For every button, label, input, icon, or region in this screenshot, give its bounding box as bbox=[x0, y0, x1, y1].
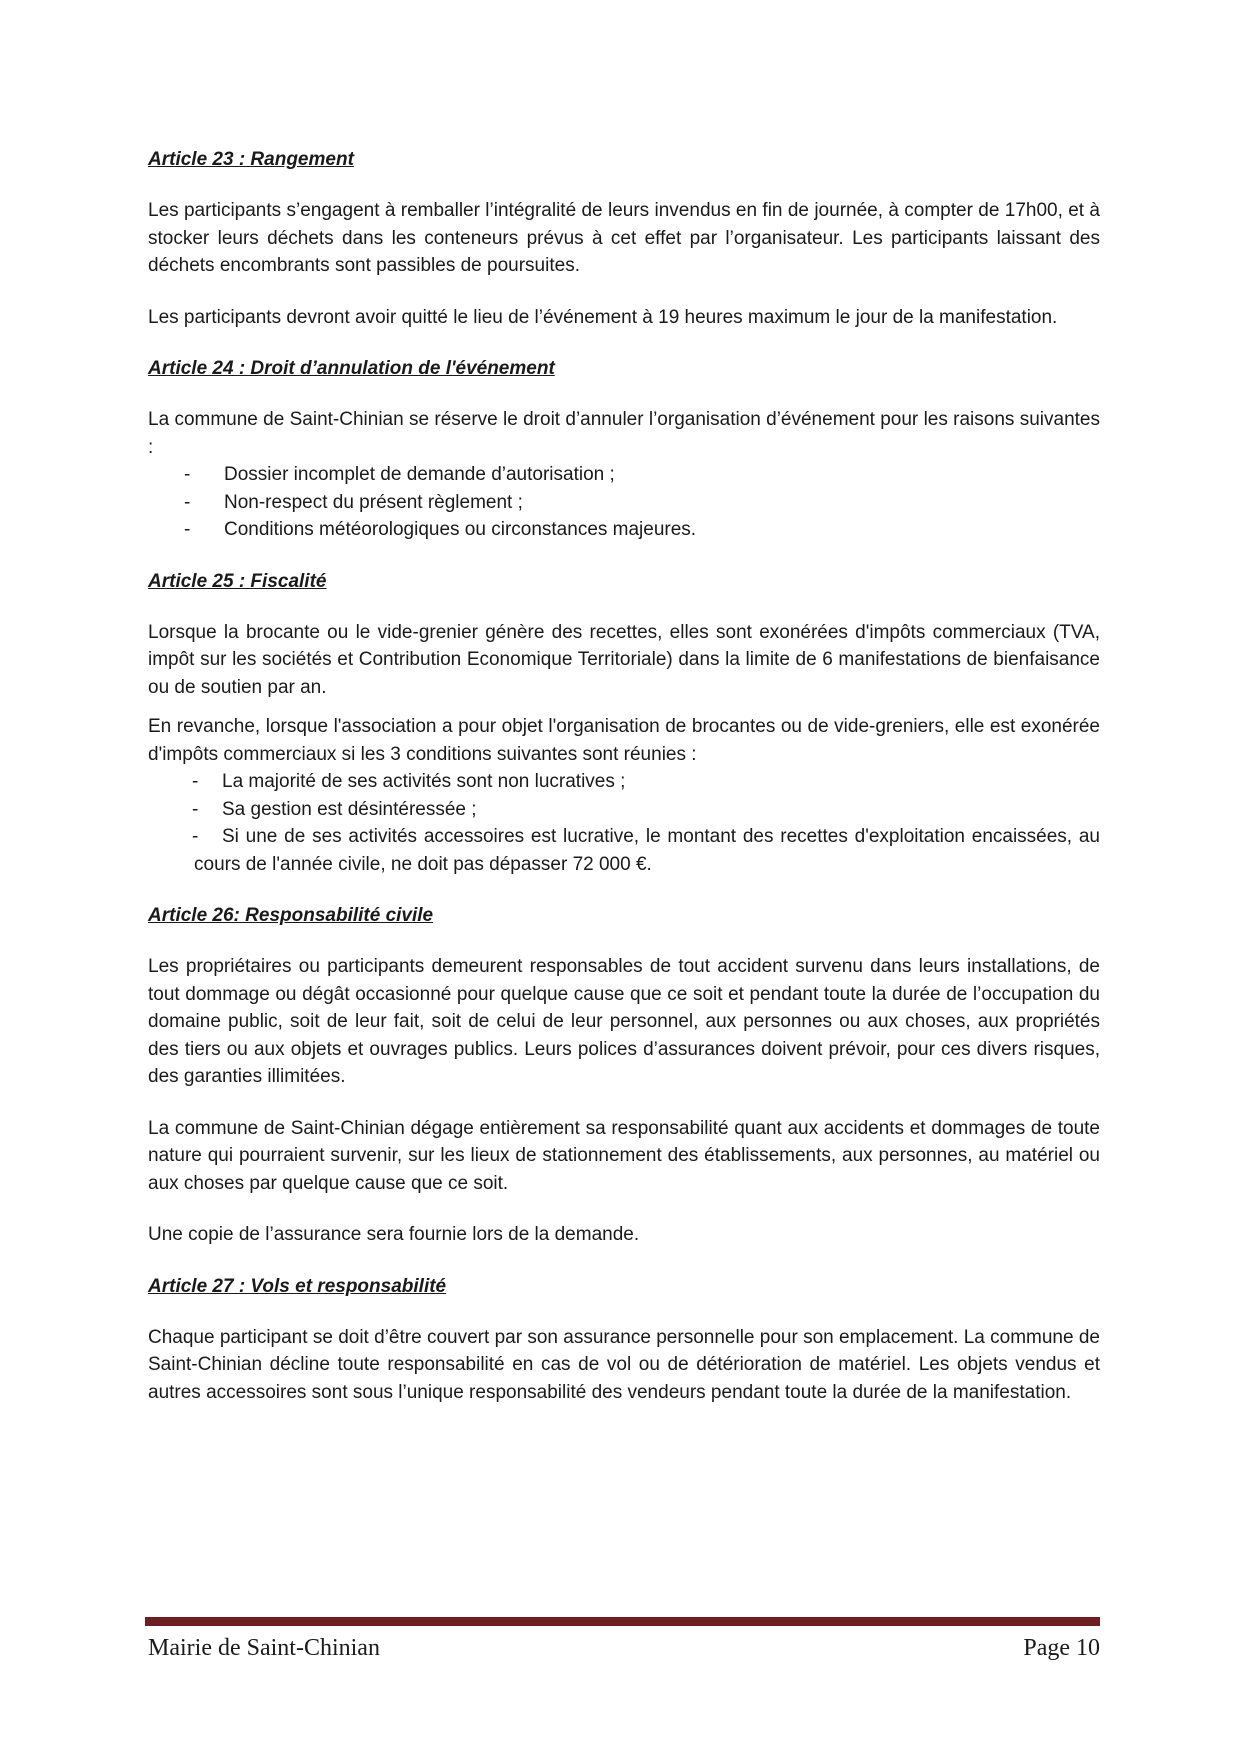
article-26-paragraph-1: Les propriétaires ou participants demeurent responsables de tout accident survenu dans leurs installations, de tout dommage ou dégât occasionné pour quelque cause que ce soit et pendant toute la durée de l’occupation du domaine public, soit de leur fait, soit de celui de leur personnel, aux personnes ou aux choses, aux propriétés des tiers ou aux objets et ouvrages publics. Leurs polices d’assurances doivent prévoir, pour ces divers risques, des garanties illimitées. bbox=[148, 956, 1100, 1087]
article-23-paragraph-1: Les participants s’engagent à remballer l’intégralité de leurs invendus en fin de journée, à compter de 17h00, et à stocker leurs déchets dans les conteneurs prévus à cet effet par l’organisateur. Les participants laissant des déchets encombrants sont passibles de poursuites. bbox=[148, 200, 1100, 276]
footer-organization: Mairie de Saint-Chinian bbox=[148, 1635, 380, 1661]
list-item bbox=[148, 768, 1100, 796]
list-item: - Dossier incomplet de demande d’autorisation ; bbox=[148, 461, 1100, 489]
article-26-heading: Article 26: Responsabilité civile bbox=[148, 905, 434, 926]
article-26-paragraph-3: Une copie de l’assurance sera fournie lors de la demande. bbox=[148, 1224, 640, 1245]
article-24-heading: Article 24 : Droit d’annulation de l'événement bbox=[148, 358, 555, 379]
article-27-paragraph-1: Chaque participant se doit d’être couvert par son assurance personnelle pour son emplacement. La commune de Saint-Chinian décline toute responsabilité en cas de vol ou de détérioration de matériel. Les objets vendus et autres accessoires sont sous l’unique responsabilité des vendeurs pendant toute la durée de la manifestation. bbox=[148, 1326, 1100, 1403]
article-27-heading: Article 27 : Vols et responsabilité bbox=[148, 1275, 447, 1297]
list-item-text: Si une de ses activités accessoires est lucrative, le montant des recettes d'exploitation encaissées, au cours de l'année civile, ne doit pas dépasser 72 000 €. bbox=[194, 826, 1100, 875]
article-25-paragraph-1: Lorsque la brocante ou le vide-grenier génère des recettes, elles sont exonérées d'impôts commerciaux (TVA, impôt sur les sociétés et Contribution Economique Territoriale) dans la limite de 6 manifestations de bienfaisance ou de soutien par an. bbox=[148, 621, 1100, 698]
article-24-list bbox=[148, 461, 1100, 544]
article-25-paragraph-2: En revanche, lorsque l'association a pour objet l'organisation de brocantes ou de vide-greniers, elle est exonérée d'impôts commerciaux si les 3 conditions suivantes sont réunies : bbox=[148, 716, 1100, 765]
list-item bbox=[148, 823, 1100, 878]
document-body bbox=[148, 146, 1100, 1430]
footer-divider bbox=[145, 1617, 1100, 1626]
article-23-heading: Article 23 : Rangement bbox=[148, 149, 354, 170]
article-24-intro: La commune de Saint-Chinian se réserve le droit d’annuler l’organisation d’événement pour les raisons suivantes : bbox=[148, 409, 1100, 458]
footer-page-number: Page 10 bbox=[1023, 1635, 1100, 1661]
list-item: - Conditions météorologiques ou circonstances majeures. bbox=[148, 516, 1100, 544]
list-item-text: La majorité de ses activités sont non lucratives ; bbox=[222, 771, 626, 792]
list-item bbox=[148, 796, 1100, 824]
article-23-paragraph-2: Les participants devront avoir quitté le lieu de l’événement à 19 heures maximum le jour de la manifestation. bbox=[148, 306, 1058, 328]
list-item: - Non-respect du présent règlement ; bbox=[148, 489, 1100, 517]
list-item-text: Sa gestion est désintéressée ; bbox=[222, 798, 477, 820]
article-26-paragraph-2: La commune de Saint-Chinian dégage entièrement sa responsabilité quant aux accidents et dommages de toute nature qui pourraient survenir, sur les lieux de stationnement des établissements, aux personnes, au matériel ou aux choses par quelque cause que ce soit. bbox=[148, 1117, 1100, 1194]
article-25-heading: Article 25 : Fiscalité bbox=[148, 570, 327, 592]
article-25-list bbox=[148, 768, 1100, 878]
